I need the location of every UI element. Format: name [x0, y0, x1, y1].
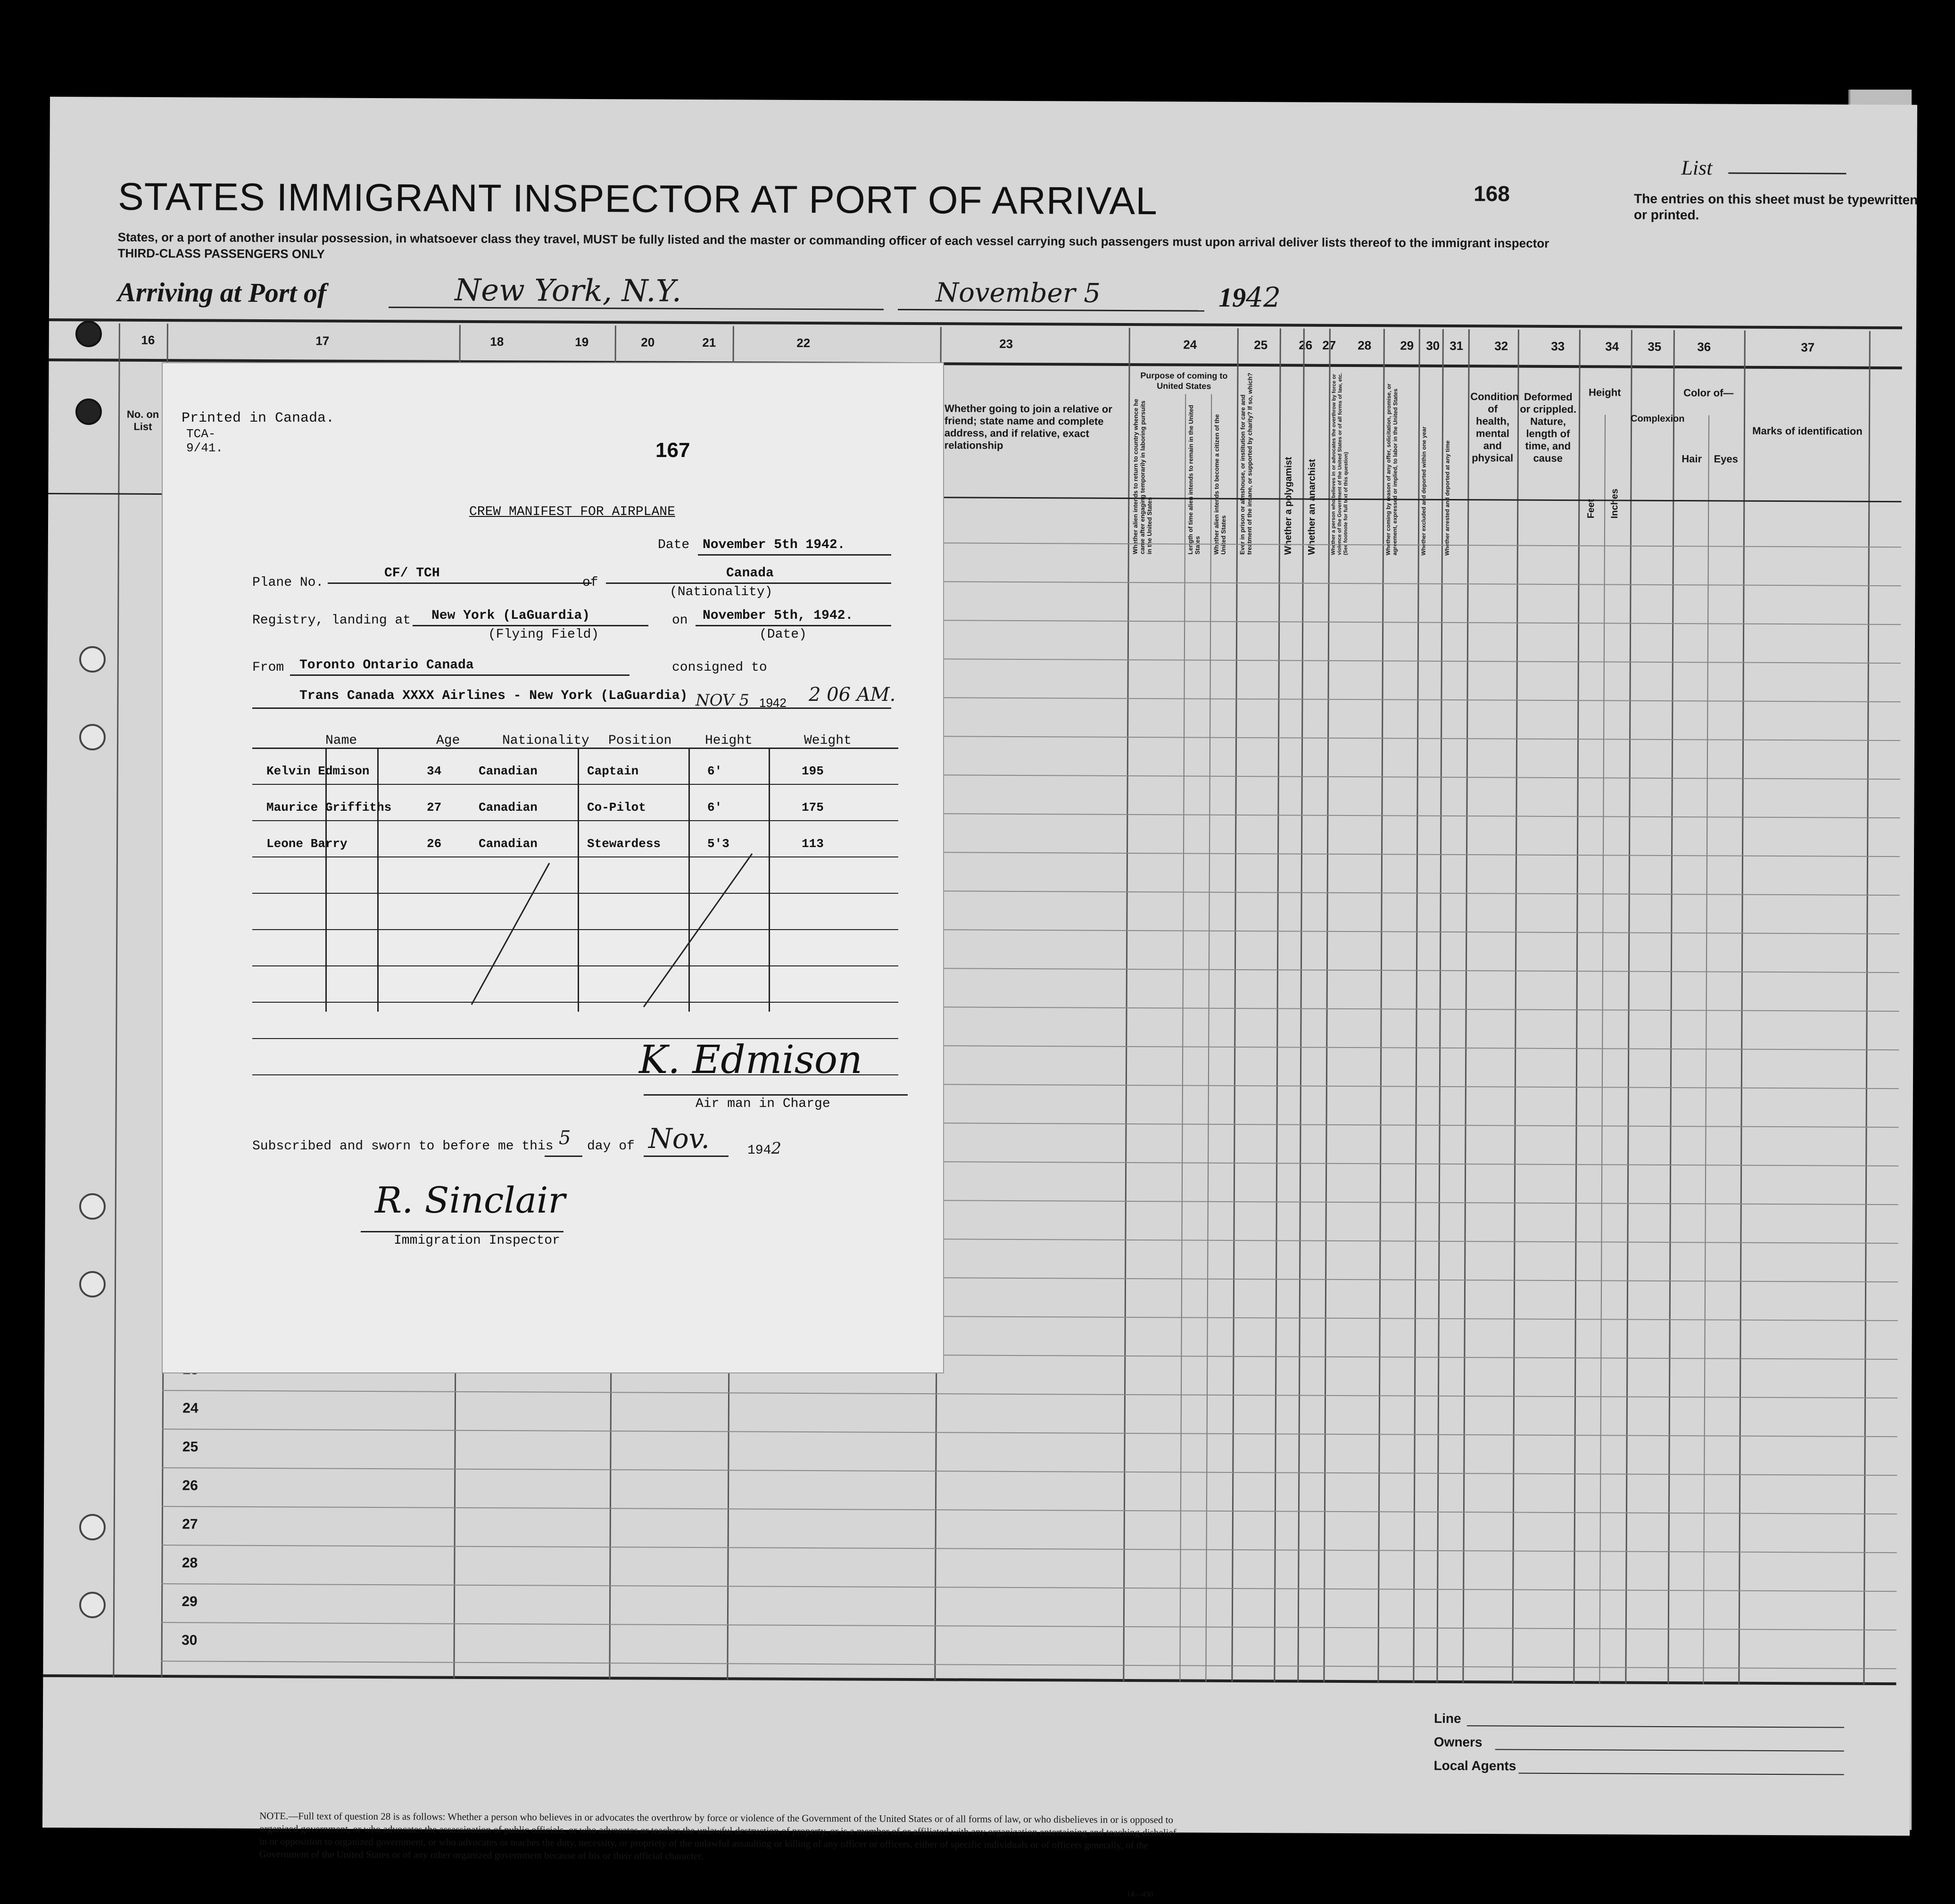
col-subrule — [1205, 394, 1212, 1682]
crew-name-cell: Leone Barry — [266, 837, 348, 851]
col36-hair-header: Hair — [1682, 453, 1702, 465]
col-number-20: 20 — [641, 335, 655, 349]
row-number: 25 — [182, 1439, 199, 1455]
footnote-28: NOTE.—Full text of question 28 is as follows: Whether a person who believes in or advocates the overthrow by force or violence of the Government of the United States or of all forms of law, or who disbelieves in or is opposed to organized government, or who advocates the assassination of public officials, or who advocates or teaches the unlawful destruction of property, or is a member of or affiliated with any organization entertaining and teaching disbelief in or opposition to organized government, or who advocates or teaches the duty, necessity, or propriety of the unlawful assaulting or killing of any officer or officers, either of specific individuals or of officers generally, of the Government of the United States or of any other organized government because of his or their official character. — [259, 1810, 1176, 1862]
row-number: 28 — [182, 1555, 198, 1571]
col-number-35: 35 — [1648, 339, 1662, 354]
col24c-header: Whether alien intends to become a citizen of the United States — [1212, 414, 1227, 555]
field-caption: (Flying Field) — [488, 627, 599, 642]
header-weight: Weight — [804, 733, 852, 748]
col33-header: Deformed or crippled. Nature, length of time, and cause — [1520, 391, 1577, 465]
col28-header: Whether a person who believes in or advocates the overthrow by force or violence of the Government of the United States or of all forms of law, etc. (See footnote for full text of this question) — [1330, 373, 1349, 556]
local-agents-field — [1519, 1773, 1844, 1775]
date-caption: (Date) — [759, 627, 807, 642]
row-rule — [161, 1661, 1897, 1669]
col-subrule — [1179, 394, 1186, 1682]
col25-header: Ever in prison or almshouse, or institution for care and treatment of the insane, or supported by charity? If so, which? — [1238, 373, 1254, 555]
form-code: TCA- — [186, 427, 216, 441]
binder-hole — [75, 399, 102, 425]
crew-position-cell: Captain — [587, 764, 639, 778]
crew-weight-cell: 175 — [802, 800, 824, 815]
inspector-signature-line — [361, 1231, 563, 1232]
col-number-24: 24 — [1183, 337, 1197, 352]
col-number-16: 16 — [141, 333, 155, 347]
row-rule — [162, 1506, 1897, 1514]
col31-header: Whether arrested and deported at any time — [1443, 440, 1451, 556]
row-rule — [162, 1390, 1897, 1398]
registry-label: Registry, landing at — [252, 613, 411, 628]
col24b-header: Length of time alien intends to remain in the United States — [1186, 405, 1201, 555]
col-number-32: 32 — [1494, 339, 1508, 353]
line-field — [1467, 1725, 1844, 1728]
airman-signature: K. Edmison — [639, 1038, 862, 1082]
stamp-time: 2 06 AM. — [809, 684, 896, 706]
col-rule — [1667, 330, 1675, 1684]
col29-header: Whether coming by reason of any offer, solicitation, promise, or agreement, expressed or implied, to labor in the United States — [1384, 383, 1399, 556]
from-label: From — [252, 660, 284, 675]
sworn-day: 5 — [559, 1127, 571, 1149]
cancel-strokes — [163, 363, 943, 1372]
col35-header: Complexion — [1631, 413, 1685, 424]
col-number-27: 27 — [1322, 338, 1336, 352]
header-age: Age — [436, 733, 460, 748]
row-rule — [162, 1545, 1897, 1553]
stamp-year: 1942 — [759, 696, 787, 710]
col-rule — [1863, 331, 1871, 1685]
list-label: List — [1681, 156, 1713, 180]
date-value: November 5th 1942. — [703, 538, 845, 552]
col34-inches-header: Inches — [1609, 489, 1620, 519]
sworn-day-line — [545, 1156, 582, 1157]
col27-header: Whether an anarchist — [1306, 459, 1317, 555]
airman-caption: Air man in Charge — [696, 1097, 830, 1111]
page-title: STATES IMMIGRANT INSPECTOR AT PORT OF ARRIVAL — [117, 175, 1158, 223]
col-rule — [1738, 331, 1746, 1684]
manifest-heading: CREW MANIFEST FOR AIRPLANE — [469, 505, 675, 519]
col34-header: Height — [1589, 386, 1621, 399]
col-number-31: 31 — [1450, 338, 1464, 353]
sworn-month-line — [644, 1156, 729, 1157]
class-line: THIRD-CLASS PASSENGERS ONLY — [117, 246, 325, 261]
row-rule — [162, 1467, 1897, 1476]
col-rule — [1512, 330, 1519, 1683]
sworn-year-handwritten: 2 — [771, 1139, 782, 1158]
col36-eyes-header: Eyes — [1714, 453, 1738, 465]
col-number-34: 34 — [1605, 339, 1619, 354]
col24-header: Purpose of coming to United States — [1140, 371, 1228, 391]
port-handwritten: New York, N.Y. — [455, 273, 682, 309]
year — [1218, 281, 1281, 314]
col24a-header: Whether alien intends to return to country whence he came after engaging temporarily in laboring pursuits in the United States — [1131, 399, 1153, 555]
crew-height-cell: 6' — [707, 764, 722, 778]
row-number: 30 — [181, 1632, 198, 1648]
col-rule — [1625, 330, 1632, 1684]
binder-hole — [79, 646, 106, 673]
local-agents-label: Local Agents — [1433, 1758, 1516, 1773]
sworn-month: Nov. — [648, 1122, 710, 1155]
crew-nationality-cell: Canadian — [479, 764, 538, 778]
entries-note: The entries on this sheet must be typewritten or printed. — [1633, 191, 1918, 223]
crew-weight-cell: 113 — [802, 837, 824, 851]
no-on-list-header: No. on List — [126, 408, 159, 432]
sworn-year — [747, 1139, 781, 1158]
binder-hole — [79, 724, 106, 750]
col-number-30: 30 — [1426, 338, 1440, 353]
consignee: Trans Canada XXXX Airlines - New York (LaGuardia) — [299, 689, 688, 703]
plane-value: CF/ TCH — [384, 566, 440, 581]
form-date: 9/41. — [186, 441, 224, 455]
col-number-37: 37 — [1801, 340, 1815, 355]
airman-signature-line — [644, 1094, 908, 1096]
instructions-line: States, or a port of another insular possession, in whatsoever class they travel, MUST be fully listed and the master or commanding officer of each vessel carrying such passengers must upon arrival deliver lists thereof to the immigrant inspector — [117, 230, 1549, 250]
bottom-rule — [43, 1674, 1896, 1685]
header-height: Height — [705, 733, 753, 748]
nationality-caption: (Nationality) — [670, 585, 773, 599]
crew-height-cell: 5'3 — [707, 837, 729, 851]
crew-position-cell: Stewardess — [587, 837, 661, 851]
crew-height-cell: 6' — [707, 800, 722, 815]
col23-header: Whether going to join a relative or friend; state name and complete address, and if relative, exact relationship — [944, 402, 1112, 451]
list-field-line — [1728, 173, 1846, 175]
crew-name-cell: Maurice Griffiths — [266, 800, 392, 815]
col-rule — [1123, 328, 1130, 1681]
binder-hole — [79, 1592, 106, 1618]
sworn-text: Subscribed and sworn to before me this — [252, 1139, 554, 1154]
col-number-18: 18 — [490, 334, 504, 349]
col-rule — [113, 324, 120, 1677]
crew-age-cell: 27 — [427, 800, 442, 815]
col30-header: Whether excluded and deported within one year — [1420, 426, 1427, 556]
row-rule — [162, 1429, 1897, 1437]
header-nationality: Nationality — [502, 733, 589, 748]
crew-age-cell: 34 — [427, 764, 442, 778]
crew-name-cell: Kelvin Edmison — [266, 764, 370, 778]
stamp-number: 167 — [655, 439, 690, 462]
day-of-label: day of — [587, 1139, 635, 1154]
binder-hole — [79, 1271, 106, 1297]
crew-age-cell: 26 — [427, 837, 442, 851]
col-number-36: 36 — [1697, 340, 1711, 354]
plane-label: Plane No. — [252, 575, 324, 590]
owners-label: Owners — [1433, 1734, 1483, 1750]
inspector-signature: R. Sinclair — [375, 1179, 565, 1221]
form-number: 14—430 — [1127, 1890, 1153, 1899]
field-value: New York (LaGuardia) — [431, 608, 590, 623]
row-number: 24 — [182, 1400, 199, 1416]
col26-header: Whether a polygamist — [1283, 457, 1294, 555]
cancel-stroke — [472, 863, 549, 1005]
col-number-23: 23 — [999, 336, 1013, 351]
consigned-label: consigned to — [672, 660, 767, 675]
column-rules — [50, 97, 1917, 105]
header-position: Position — [608, 733, 672, 748]
binder-hole — [79, 1514, 106, 1540]
col-number-22: 22 — [796, 335, 811, 350]
date-handwritten: November 5 — [936, 277, 1101, 309]
binder-hole — [75, 321, 102, 347]
inspector-caption: Immigration Inspector — [394, 1233, 560, 1248]
of-label: of — [582, 575, 598, 590]
crew-weight-cell: 195 — [802, 764, 824, 778]
col-number-33: 33 — [1551, 339, 1565, 354]
header-name: Name — [325, 733, 357, 748]
binder-hole — [79, 1193, 106, 1220]
crew-position-cell: Co-Pilot — [587, 800, 646, 815]
instructions-text — [117, 229, 1626, 268]
row-number: 29 — [182, 1594, 198, 1610]
col-number-17: 17 — [315, 333, 330, 348]
printed-in-canada: Printed in Canada. — [182, 410, 335, 426]
date-line — [898, 309, 1204, 312]
stamp-date: NOV 5 — [696, 691, 750, 710]
on-label: on — [672, 613, 688, 628]
col34-feet-header: Feet — [1586, 499, 1597, 519]
row-number: 27 — [182, 1516, 198, 1532]
col-rule — [1573, 330, 1581, 1683]
year-printed: 19 — [1218, 282, 1246, 313]
crew-nationality-cell: Canadian — [479, 800, 538, 815]
col-number-21: 21 — [702, 335, 716, 350]
date-label: Date — [658, 538, 690, 552]
owners-field — [1495, 1749, 1844, 1751]
col36-header: Color of— — [1683, 387, 1734, 399]
col-number-19: 19 — [575, 334, 589, 349]
page-number: 168 — [1474, 181, 1510, 206]
col-number-29: 29 — [1400, 338, 1414, 353]
row-number: 26 — [182, 1478, 198, 1494]
col-number-28: 28 — [1358, 338, 1372, 353]
year-handwritten: 42 — [1246, 281, 1281, 314]
from-value: Toronto Ontario Canada — [299, 658, 474, 673]
sworn-year-printed: 194 — [747, 1143, 771, 1158]
crew-manifest-card — [163, 363, 943, 1372]
landing-date: November 5th, 1942. — [703, 608, 853, 623]
nationality-value: Canada — [726, 566, 774, 581]
row-rule — [161, 1622, 1897, 1630]
line-label: Line — [1433, 1711, 1461, 1726]
col32-header: Condition of health, mental and physical — [1470, 391, 1519, 464]
col-number-25: 25 — [1254, 338, 1268, 352]
col37-header: Marks of identification — [1752, 424, 1863, 437]
row-rule — [161, 1583, 1897, 1592]
cancel-stroke — [644, 854, 752, 1007]
arriving-label: Arriving at Port of — [117, 276, 327, 308]
header-rule — [49, 318, 1902, 329]
crew-nationality-cell: Canadian — [479, 837, 538, 851]
col-number-26: 26 — [1299, 338, 1313, 352]
